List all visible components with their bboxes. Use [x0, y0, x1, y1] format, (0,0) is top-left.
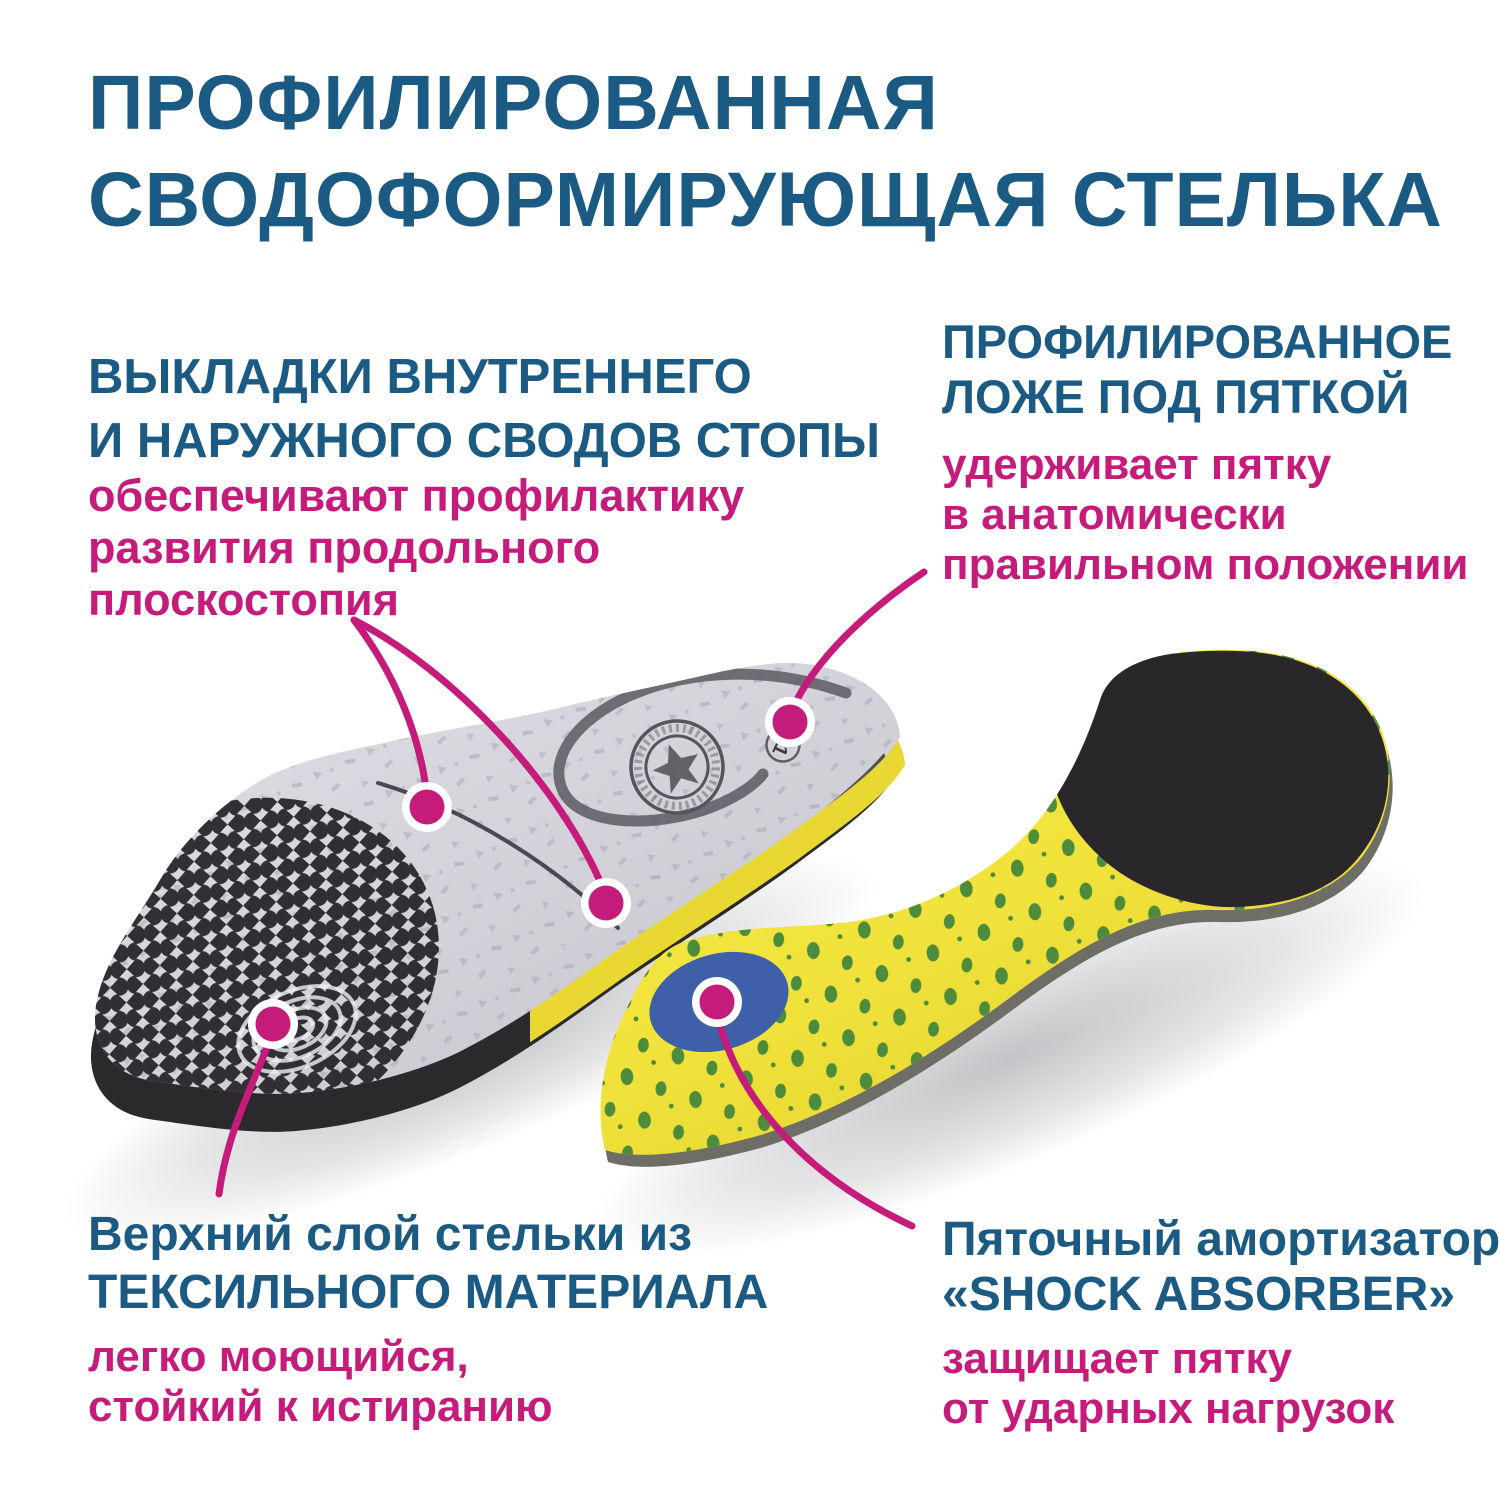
arch-support-heading-line2: И НАРУЖНОГО СВОДОВ СТОПЫ [88, 414, 880, 468]
heel-bed-description [942, 440, 1468, 590]
arch-support-desc-line2: развития продольного [88, 522, 601, 573]
callout-dot-textile [248, 999, 298, 1049]
arch-support-heading-line1: ВЫКЛАДКИ ВНУТРЕННЕГО [88, 350, 752, 404]
heel-bed-heading [942, 314, 1452, 424]
callout-dot-arch-b [581, 878, 631, 928]
shock-absorber-heading-line2: «SHOCK ABSORBER» [942, 1268, 1455, 1321]
textile-layer-desc-line1: легко моющийся, [88, 1332, 469, 1381]
shock-absorber-desc-line1: защищает пятку [942, 1334, 1293, 1383]
shock-absorber-description [942, 1334, 1394, 1434]
heel-bed-heading-line1: ПРОФИЛИРОВАННОЕ [942, 315, 1453, 368]
page-title-line2: СВОДОФОРМИРУЮЩАЯ СТЕЛЬКА [88, 157, 1443, 243]
textile-layer-heading [88, 1206, 768, 1322]
page-title-line1: ПРОФИЛИРОВАННАЯ [88, 60, 939, 146]
textile-layer-heading-line1: Верхний слой стельки из [88, 1208, 692, 1261]
shock-absorber-heading [942, 1212, 1500, 1322]
shock-absorber-desc-line2: от ударных нагрузок [942, 1384, 1395, 1433]
callout-dot-heel-bed [765, 697, 815, 747]
arch-support-description [88, 470, 744, 626]
textile-layer-description [88, 1332, 553, 1432]
arch-support-heading [88, 345, 880, 473]
arch-support-desc-line1: обеспечивают профилактику [88, 470, 745, 521]
heel-bed-heading-line2: ЛОЖЕ ПОД ПЯТКОЙ [942, 370, 1410, 423]
shock-absorber-heading-line1: Пяточный амортизатор [942, 1213, 1500, 1266]
callout-dot-absorber [692, 977, 742, 1027]
page-title [88, 55, 1443, 249]
textile-layer-desc-line2: стойкий к истиранию [88, 1382, 553, 1431]
heel-bed-desc-line3: правильном положении [942, 540, 1469, 589]
heel-bed-desc-line1: удерживает пятку [942, 440, 1332, 489]
callout-dot-arch-a [402, 782, 452, 832]
heel-bed-desc-line2: в анатомически [942, 490, 1287, 539]
textile-layer-heading-line2: ТЕКСИЛЬНОГО МАТЕРИАЛА [88, 1266, 769, 1319]
arch-support-desc-line3: плоскостопия [88, 574, 399, 625]
